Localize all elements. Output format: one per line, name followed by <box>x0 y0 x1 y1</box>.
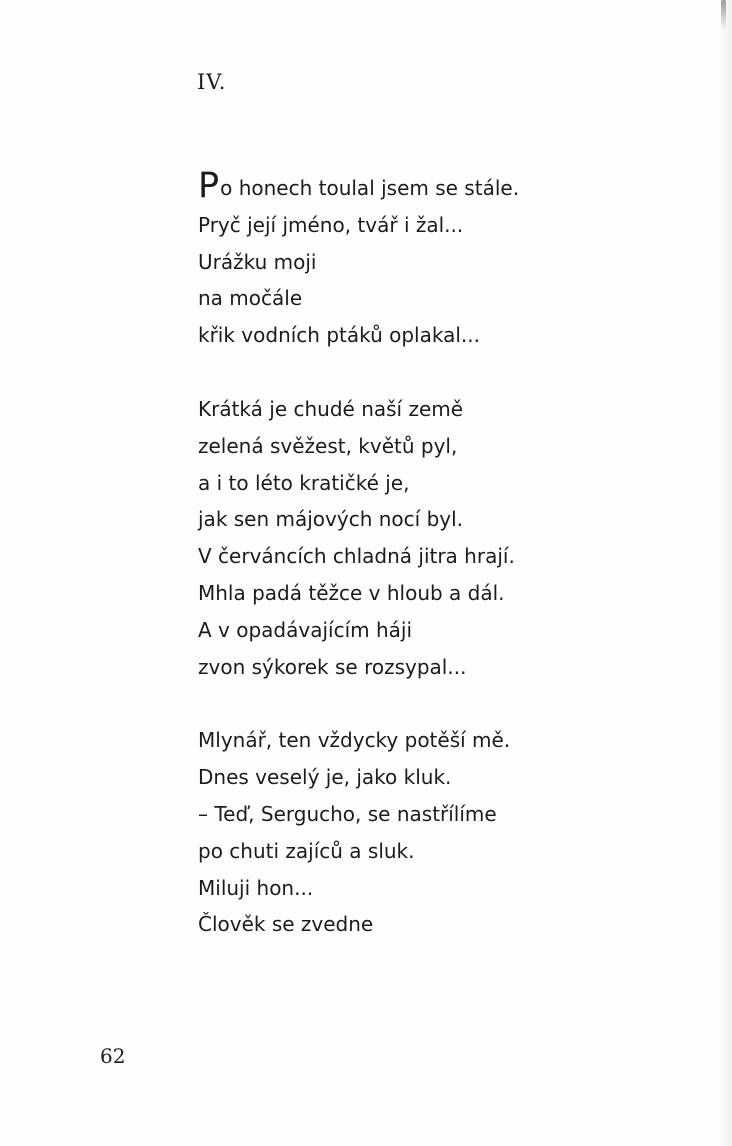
poem-line: jak sen májových nocí byl. <box>198 507 464 532</box>
poem-line: Mlynář, ten vždycky potěší mě. <box>198 728 511 753</box>
drop-cap: P <box>198 166 220 206</box>
poem-line: – Teď, Sergucho, se nastřílíme <box>198 801 497 826</box>
first-line-text: o honech toulal jsem se stále. <box>220 176 520 200</box>
stanza-3 <box>198 722 519 943</box>
stanza-1 <box>198 166 520 354</box>
poem-line: Dnes veselý je, jako kluk. <box>198 765 452 790</box>
poem-line: A v opadávajícím háji <box>198 617 413 642</box>
poem-line: křik vodních ptáků oplakal... <box>198 323 480 348</box>
page-edge-shadow <box>718 0 732 1146</box>
poem-line: Pryč její jméno, tvář i žal... <box>198 212 464 237</box>
poem-line: Mhla padá těžce v hloub a dál. <box>198 580 505 605</box>
page-edge-mark <box>721 0 726 30</box>
stanza-2 <box>198 391 519 685</box>
poem-line: Krátká je chudé naší země <box>198 396 464 421</box>
poem-line: zelená svěžest, květů pyl, <box>198 433 458 458</box>
poem-line: Miluji hon... <box>198 875 314 900</box>
poem-line: V červáncích chladná jitra hrají. <box>198 544 515 569</box>
poem <box>198 166 520 943</box>
chapter-heading: IV. <box>197 70 227 94</box>
poem-line: zvon sýkorek se rozsypal... <box>198 654 467 679</box>
poem-line: a i to léto kratičké je, <box>198 470 410 495</box>
poem-line: na močále <box>198 286 303 311</box>
page-number: 62 <box>100 1044 126 1068</box>
poem-line: po chuti zajíců a sluk. <box>198 838 415 863</box>
poem-line-first <box>198 166 520 207</box>
poem-line: Člověk se zvedne <box>198 912 374 937</box>
poem-line: Urážku moji <box>198 249 317 274</box>
